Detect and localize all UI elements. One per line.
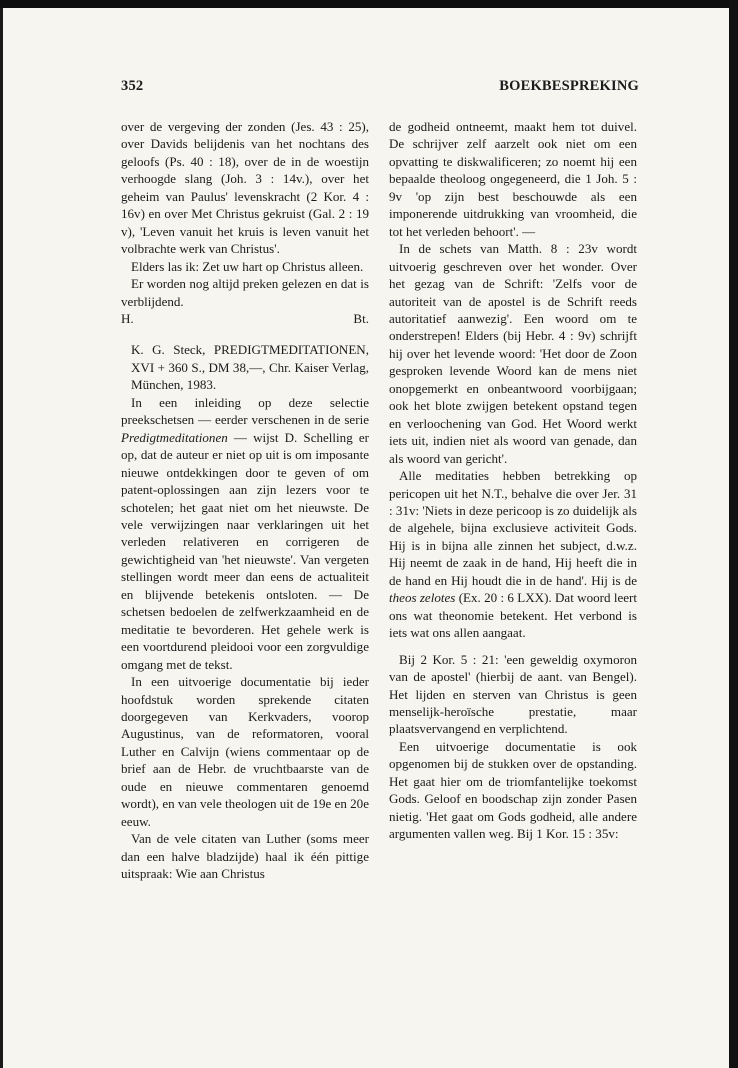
page-number: 352 bbox=[121, 78, 144, 94]
series-title: Predigtmeditationen bbox=[121, 429, 228, 445]
left-column bbox=[121, 118, 369, 882]
paragraph: Van de vele citaten van Luther (soms meer dan een halve bladzijde) haal ik één pittige uitspraak: Wie aan Christus bbox=[121, 831, 369, 882]
scan-border-top bbox=[0, 0, 738, 8]
paragraph: Er worden nog altijd preken gelezen en dat is verblijdend. bbox=[121, 276, 369, 309]
scan-border-right bbox=[729, 0, 738, 1068]
running-header bbox=[121, 78, 639, 100]
scan-border-left bbox=[0, 8, 3, 1068]
paragraph: de godheid ontneemt, maakt hem tot duivel. De schrijver zelf aarzelt ook niet om een opvatting te diskwalificeren; zo noemt hij een bepaalde theoloog ongegeneerd, die 1 Joh. 5 : 9v 'op zijn best beschouwde als een imponerende uitdrukking van vroomheid, die tot het verleden behoort'. — bbox=[389, 119, 637, 239]
section-title: BOEKBESPREKING bbox=[499, 78, 639, 94]
right-column bbox=[389, 118, 637, 843]
signature-initial-right: Bt. bbox=[353, 310, 369, 326]
signature-initial-left: H. bbox=[121, 310, 134, 326]
paragraph: Alle meditaties hebben betrekking op pericopen uit het N.T., behalve die over Jer. 31 : 31v: 'Niets in deze pericoop is zo duidelijk als de algehele, bijna exclusieve activiteit Gods. Hij is in bijna alle zinnen het subject, d.w.z. Hij neemt de zaak in de hand, Hij heeft die in de hand en Hij houdt die in de hand'. Hij is de theos zelotes (Ex. 20 : 6 LXX). Dat woord leert ons wat theonomie betekent. Het verbond is iets wat ons allen aangaat. bbox=[389, 468, 637, 641]
paragraph: Elders las ik: Zet uw hart op Christus alleen. bbox=[131, 258, 364, 274]
book-reference bbox=[121, 341, 369, 393]
paragraph: In de schets van Matth. 8 : 23v wordt uitvoerig geschreven over het wonder. Over het gezag van de Schrift: 'Zelfs voor de autoriteit van de apostel is de Schrift reeds autoritatief aanwezig'. Een woord om te onderstrepen! Elders (bij Hebr. 4 : 9v) schrijft hij over het levende woord: 'Het door de Zoon gesproken levende Woord kan de mens niet onopgemerkt en onbeantwoord voorbijgaan; ook het blote zwijgen betekent opstand tegen en verloochening van God. Het Woord werkt iets uit, indien niet als woord van genade, dan als woord van gericht'. bbox=[389, 241, 637, 466]
greek-term: theos zelotes bbox=[389, 590, 456, 606]
book-reference-text: K. G. Steck, PREDIGTMEDITATIONEN, XVI + 360 S., DM 38,—, Chr. Kaiser Verlag, München, 1983. bbox=[131, 342, 369, 393]
paragraph: over de vergeving der zonden (Jes. 43 : 25), over Davids belijdenis van het nochtans des geloofs (Ps. 40 : 18), over de in de woestijn verhoogde slang (Joh. 3 : 14v.), over het geheim van Paulus' levenskracht (2 Kor. 4 : 16v) en over Met Christus gekruist (Gal. 2 : 19 v), 'Leven vanuit het kruis is leven vanuit het volbrachte werk van Christus'. bbox=[121, 119, 369, 257]
paragraph: In een inleiding op deze selectie preekschetsen — eerder verschenen in de serie Predigtmeditationen — wijst D. Schelling er op, dat de auteur er niet op uit is om imposante nieuwe ontdekkingen door te geven of om patent-oplossingen aan zijn lezers voor te schotelen; het gaat niet om het nieuwste. De vele verwijzingen naar verklaringen uit het verleden relativeren en corrigeren de gewichtigheid van 'het nieuwste'. Van vergeten stellingen wordt meer dan eens de actualiteit en blijvende betekenis ontsloten. — De schetsen bedoelen de zelfwerkzaamheid en de meditatie te bevorderen. Het gehele werk is een voortdurend pleidooi voor een zorgvuldige omgang met de tekst. bbox=[121, 394, 369, 672]
paragraph: Bij 2 Kor. 5 : 21: 'een geweldig oxymoron van de apostel' (hierbij de aant. van Bengel). Het lijden en sterven van Christus is geen menselijk-heroïsche prestatie, maar plaatsvervangend en verplichtend. bbox=[389, 651, 637, 737]
paragraph: Een uitvoerige documentatie is ook opgenomen bij de stukken over de opstanding. Het gaat hier om de triomfantelijke toekomst Gods. Geloof en boodschap zijn zonder Pasen nietig. 'Het gaat om Gods godheid, alle andere argumenten vallen weg. Bij 1 Kor. 15 : 35v: bbox=[389, 738, 637, 842]
paragraph: In een uitvoerige documentatie bij ieder hoofdstuk worden sprekende citaten doorgegeven van Kerkvaders, voorop Augustinus, van de reformatoren, vooral Luther en Calvijn (wiens commentaar op de brief aan de Hebr. de vruchtbaarste van de oude en nieuwe commentaren genoemd wordt), en van vele theologen uit de 19e en 20e eeuw. bbox=[121, 674, 369, 829]
review-signature bbox=[121, 310, 369, 327]
